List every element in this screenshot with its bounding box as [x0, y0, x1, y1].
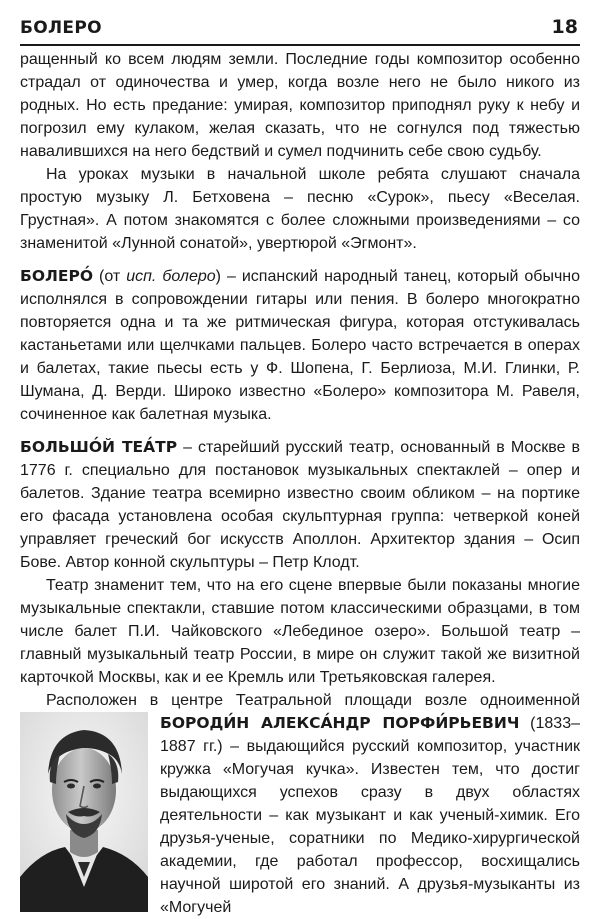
entry-dates: (1833–1887 гг.): [160, 715, 581, 755]
page-number: 18: [551, 16, 578, 38]
entry-note-italic: исп. болеро: [126, 268, 216, 285]
entry-borodin: [160, 712, 580, 919]
entry-bolero: [20, 265, 580, 426]
entry-text: – выдающийся русский композитор, участник кружка «Могучая кучка». Известен тем, что достиг выдающихся успехов сразу в двух областях деятельности – как музыкант и как ученый-химик. Его друзья-ученые, соратники по Медико-хирургической академии, где работал профессор, восхищались научной широтой его знаний. А друзья-музыканты из «Могучей: [160, 738, 581, 916]
paragraph: Расположен в центре Театральной площади возле одноименной: [46, 692, 580, 709]
paragraph: На уроках музыки в начальной школе ребята слушают сначала простую музыку Л. Бетховена – песню «Сурок», пьесу «Веселая. Грустная». А потом знакомятся с более сложными произведениями – со знаменитой «Лунной сонатой», увертюрой «Эгмонт».: [20, 166, 580, 252]
borodin-portrait: [20, 712, 148, 912]
entry-text: – старейший русский театр, основанный в Москве в 1776 г. специально для постановок музыкальных спектаклей – опер и балетов. Здание театра всемирно известно своим обликом – на портике его фасада установлена особая скульптурная группа: четверкой коней управляет греческий бог искусств Аполлон. Архитектор здания – Осип Бове. Автор конной скульптуры – Петр Клодт.: [20, 439, 581, 571]
entry-term: БОЛЬШО́Й ТЕА́ТР: [20, 438, 178, 456]
paragraph: Театр знаменит тем, что на его сцене впервые были показаны многие музыкальные спектакли, ставшие потом классическими образцами, в том числе балет П.И. Чайковского «Лебединое озеро». Большой театр – главный музыкальный театр России, в мире он служит такой же визитной карточкой Москвы, как и ее Кремль или Третьяковская галерея.: [20, 577, 580, 686]
entry-note-open: (от: [93, 268, 127, 285]
entry-text: ) – испанский народный танец, который обычно исполнялся в сопровождении гитары или пения. В болеро многократно повторяется одна и та же ритмическая фигура, которая отстукивалась кастаньетами или щелчками пальцев. Болеро часто встречается в операх и балетах, такие пьесы есть у Ф. Шопена, Г. Берлиоза, М.И. Глинки, Р. Шумана, Д. Верди. Широко известно «Болеро» композитора М. Равеля, сочиненное как балетная музыка.: [20, 268, 581, 423]
header-rule: [20, 44, 580, 46]
entry-borodin-text: [160, 712, 580, 919]
paragraph: ращенный ко всем людям земли. Последние годы композитор особенно страдал от одиночества и умер, когда возле него не было никого из родных. Но есть предание: умирая, композитор приподнял руку к небу и погрозил ему кулаком, желая сказать, что не согнулся под тяжестью навалившихся на него бедствий и сумел подчинить себе свою судьбу.: [20, 51, 580, 160]
portrait-image: [20, 712, 148, 912]
page-header: [20, 12, 580, 42]
entry-bolshoi-theatre: [20, 436, 580, 574]
running-title: БОЛЕРО: [20, 18, 102, 38]
body-text: [20, 48, 580, 735]
entry-term: БОЛЕРО́: [20, 267, 93, 285]
entry-term: БОРОДИ́Н АЛЕКСА́НДР ПОРФИ́РЬЕВИЧ: [160, 714, 520, 732]
